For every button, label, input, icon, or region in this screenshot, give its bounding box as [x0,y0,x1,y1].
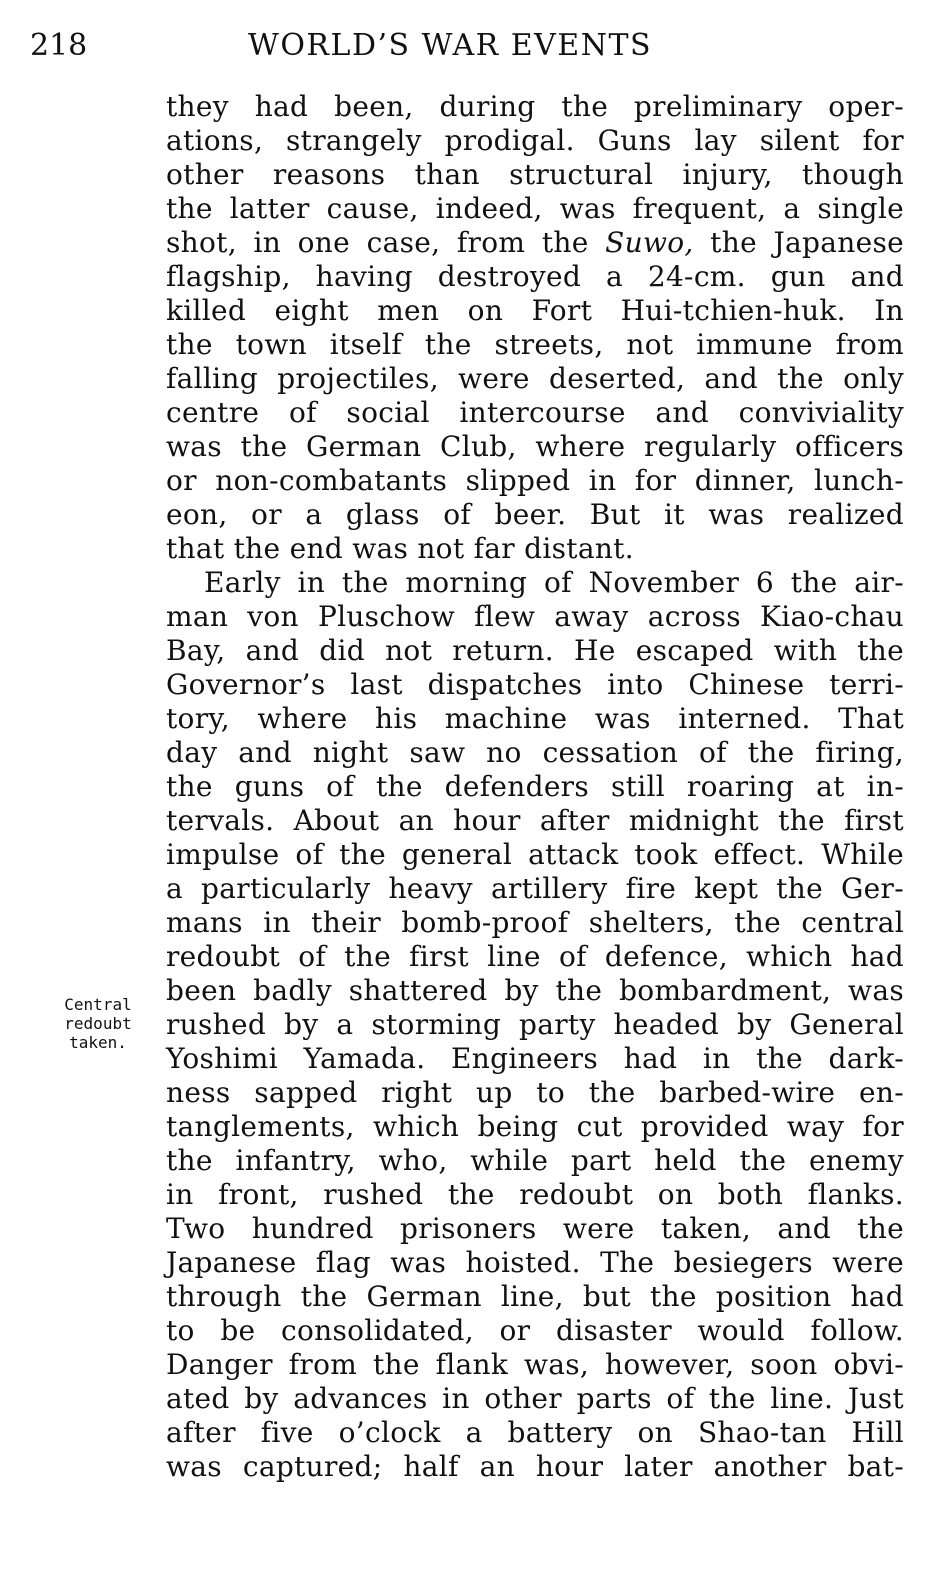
text-line: was the German Club, where regularly officers [166,430,904,463]
text-line: tanglements, which being cut provided way for [166,1110,904,1143]
text-line: redoubt of the first line of defence, which had [166,940,904,973]
text-line: Yoshimi Yamada. Engineers had in the dark- [166,1042,904,1075]
text-line: killed eight men on Fort Hui-tchien-huk. In [166,294,904,327]
text-line: ness sapped right up to the barbed-wire en- [166,1076,904,1109]
text-line: centre of social intercourse and conviviality [166,396,904,429]
page-number: 218 [30,28,88,63]
text-line: Early in the morning of November 6 the air- [204,566,904,599]
text-line: or non-combatants slipped in for dinner, lunch- [166,464,904,497]
body-text [166,90,904,1484]
text-line: ated by advances in other parts of the line. Just [166,1382,904,1415]
text-line: man von Pluschow flew away across Kiao-chau [166,600,904,633]
margin-note-line: Central [64,995,132,1014]
text-line: they had been, during the preliminary oper- [166,90,904,123]
ship-name-italic: Suwo, [605,226,694,259]
margin-note-line: taken. [69,1033,127,1052]
text-line: been badly shattered by the bombardment, was [166,974,904,1007]
text-line: in front, rushed the redoubt on both flanks. [166,1178,904,1211]
margin-note [38,995,158,1052]
text-line: rushed by a storming party headed by General [166,1008,904,1041]
text-segment: shot, in one case, from the [166,226,606,259]
text-line: impulse of the general attack took effect. While [166,838,904,871]
text-line: day and night saw no cessation of the firing, [166,736,904,769]
text-line: was captured; half an hour later another bat- [166,1450,904,1483]
text-line: other reasons than structural injury, though [166,158,904,191]
text-line: falling projectiles, were deserted, and the only [166,362,904,395]
text-line [166,226,904,260]
page-header [30,24,910,68]
text-line: tory, where his machine was interned. That [166,702,904,735]
text-line: the guns of the defenders still roaring at in- [166,770,904,803]
text-segment: the Japanese [693,226,904,259]
text-line: Japanese flag was hoisted. The besiegers were [166,1246,904,1279]
text-line: Bay, and did not return. He escaped with the [166,634,904,667]
margin-note-line: redoubt [64,1014,132,1033]
text-line: Two hundred prisoners were taken, and the [166,1212,904,1245]
text-line: mans in their bomb-proof shelters, the central [166,906,904,939]
text-line: a particularly heavy artillery fire kept the Ger- [166,872,904,905]
running-title: WORLD’S WAR EVENTS [248,28,653,63]
text-line: Governor’s last dispatches into Chinese terri- [166,668,904,701]
text-line: Danger from the flank was, however, soon obvi- [166,1348,904,1381]
text-line: through the German line, but the position had [166,1280,904,1313]
text-line: eon, or a glass of beer. But it was realized [166,498,904,531]
text-line: the infantry, who, while part held the enemy [166,1144,904,1177]
text-line: ations, strangely prodigal. Guns lay silent for [166,124,904,157]
text-line: the town itself the streets, not immune from [166,328,904,361]
text-line: that the end was not far distant. [166,532,634,565]
text-line: the latter cause, indeed, was frequent, a single [166,192,904,225]
text-line: flagship, having destroyed a 24-cm. gun and [166,260,904,293]
text-line: to be consolidated, or disaster would follow. [166,1314,904,1347]
text-line: after five o’clock a battery on Shao-tan Hill [166,1416,904,1449]
text-line: tervals. About an hour after midnight the first [166,804,904,837]
